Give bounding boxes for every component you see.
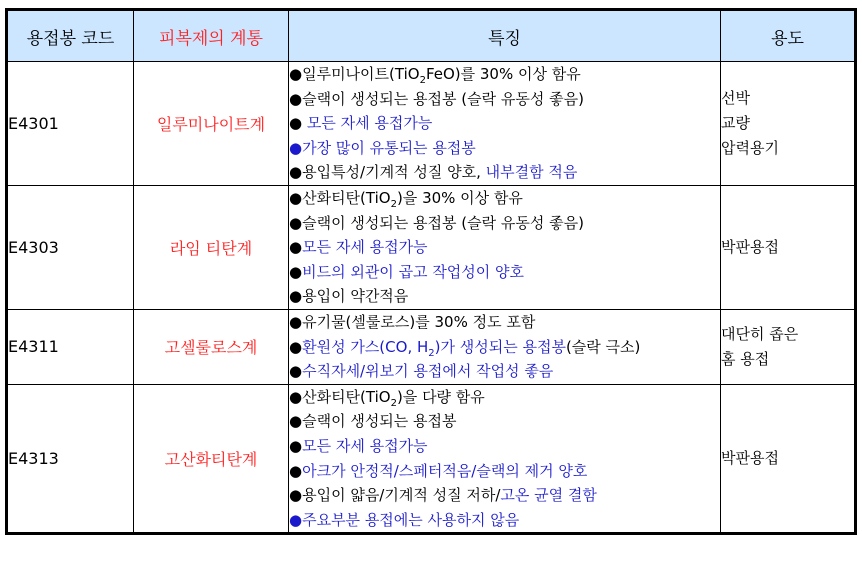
feature-text: ●슬랙이 생성되는 용접봉 xyxy=(289,412,457,431)
feature-line xyxy=(289,235,720,260)
feature-text: 고온 균열 결함 xyxy=(500,486,597,505)
feature-text: )가 생성되는 용접봉 xyxy=(434,337,566,356)
use-item: 홈 용접 xyxy=(721,349,770,368)
feature-text: )을 다량 함유 xyxy=(396,387,485,406)
coating-type: 고셀룰로스계 xyxy=(134,309,289,384)
coating-type: 고산화티탄계 xyxy=(134,384,289,534)
feature-text: ●용입이 약간적음 xyxy=(289,287,409,306)
feature-text: 아크가 안정적/스페터적음/슬랙의 제거 양호 xyxy=(302,461,588,480)
electrode-code: E4313 xyxy=(7,384,134,534)
feature-text: ● xyxy=(289,238,303,257)
feature-text: ● xyxy=(289,362,303,381)
feature-line xyxy=(289,284,720,309)
subscript-text: 2 xyxy=(419,75,426,86)
use-cell xyxy=(721,185,856,309)
use-item: 교량 xyxy=(721,113,750,132)
feature-text: ●주요부분 용접에는 사용하지 않음 xyxy=(289,510,520,529)
feature-line xyxy=(289,186,720,211)
feature-line xyxy=(289,111,720,136)
feature-text: 모든 자세 용접가능 xyxy=(302,238,428,257)
use-item: 압력용기 xyxy=(721,138,779,157)
feature-text: 내부결함 적음 xyxy=(485,163,578,182)
use-item: 대단히 좁은 xyxy=(721,324,799,343)
use-item: 박판용접 xyxy=(721,237,779,256)
feature-line xyxy=(289,160,720,185)
feature-text: ●용입특성/기계적 성질 양호, xyxy=(289,163,486,182)
welding-electrode-table xyxy=(5,8,857,535)
use-cell xyxy=(721,309,856,384)
feature-text: 비드의 외관이 곱고 작업성이 양호 xyxy=(302,262,525,281)
features-cell xyxy=(289,309,721,384)
feature-text: (슬락 극소) xyxy=(565,337,641,356)
feature-text: ●슬랙이 생성되는 용접봉 (슬락 유동성 좋음) xyxy=(289,89,584,108)
feature-text: 모든 자세 용접가능 xyxy=(306,114,433,133)
feature-text: ● xyxy=(289,436,303,455)
feature-line xyxy=(289,459,720,484)
feature-line xyxy=(289,310,720,335)
feature-text: )을 30% 이상 함유 xyxy=(396,188,523,207)
use-cell xyxy=(721,62,856,186)
feature-text: ●일루미나이트(TiO xyxy=(289,65,420,83)
feature-text: ● xyxy=(289,262,303,281)
feature-line xyxy=(289,385,720,410)
table-row xyxy=(7,62,856,186)
coating-type: 일루미나이트계 xyxy=(134,62,289,186)
feature-line xyxy=(289,434,720,459)
features-cell xyxy=(289,62,721,186)
feature-line xyxy=(289,136,720,161)
header-coating-type: 피복제의 계통 xyxy=(134,10,289,62)
feature-text: ● xyxy=(289,461,303,480)
subscript-text: 2 xyxy=(428,347,435,359)
feature-text: ●슬랙이 생성되는 용접봉 (슬락 유동성 좋음) xyxy=(289,213,584,232)
coating-type: 라임 티탄계 xyxy=(134,185,289,309)
feature-text: 수직자세/위보기 용접에서 작업성 좋음 xyxy=(302,362,554,381)
table-row xyxy=(7,309,856,384)
electrode-code: E4303 xyxy=(7,185,134,309)
feature-line xyxy=(289,211,720,236)
header-code: 용접봉 코드 xyxy=(7,10,134,62)
feature-text: ●유기물(셀룰로스)를 30% 정도 포함 xyxy=(289,312,536,331)
feature-line xyxy=(289,87,720,112)
feature-text: ●용입이 얇음/기계적 성질 저하/ xyxy=(289,486,501,505)
electrode-code: E4301 xyxy=(7,62,134,186)
use-item: 선박 xyxy=(721,88,750,107)
feature-line xyxy=(289,409,720,434)
subscript-text: 2 xyxy=(390,397,397,409)
table-row xyxy=(7,384,856,534)
feature-line xyxy=(289,483,720,508)
use-cell xyxy=(721,384,856,534)
feature-text: 환원성 가스(CO, H xyxy=(302,337,429,356)
feature-text: ●산화티탄(TiO xyxy=(289,387,391,406)
table-row xyxy=(7,185,856,309)
features-cell xyxy=(289,185,721,309)
feature-line xyxy=(289,508,720,533)
subscript-text: 2 xyxy=(390,198,397,210)
use-item: 박판용접 xyxy=(721,449,779,467)
feature-line xyxy=(289,359,720,384)
header-features: 특징 xyxy=(289,10,721,62)
feature-text: ●가장 많이 유통되는 용접봉 xyxy=(289,138,476,157)
feature-text: FeO)를 30% 이상 함유 xyxy=(425,65,581,83)
header-use: 용도 xyxy=(721,10,856,62)
feature-line xyxy=(289,260,720,285)
features-cell xyxy=(289,384,721,534)
feature-line xyxy=(289,62,720,87)
feature-text: 모든 자세 용접가능 xyxy=(302,436,428,455)
feature-text: ● xyxy=(289,114,307,133)
electrode-code: E4311 xyxy=(7,309,134,384)
feature-text: ●산화티탄(TiO xyxy=(289,188,391,207)
feature-text: ● xyxy=(289,337,303,356)
feature-line xyxy=(289,335,720,360)
table-header-row xyxy=(7,10,856,62)
